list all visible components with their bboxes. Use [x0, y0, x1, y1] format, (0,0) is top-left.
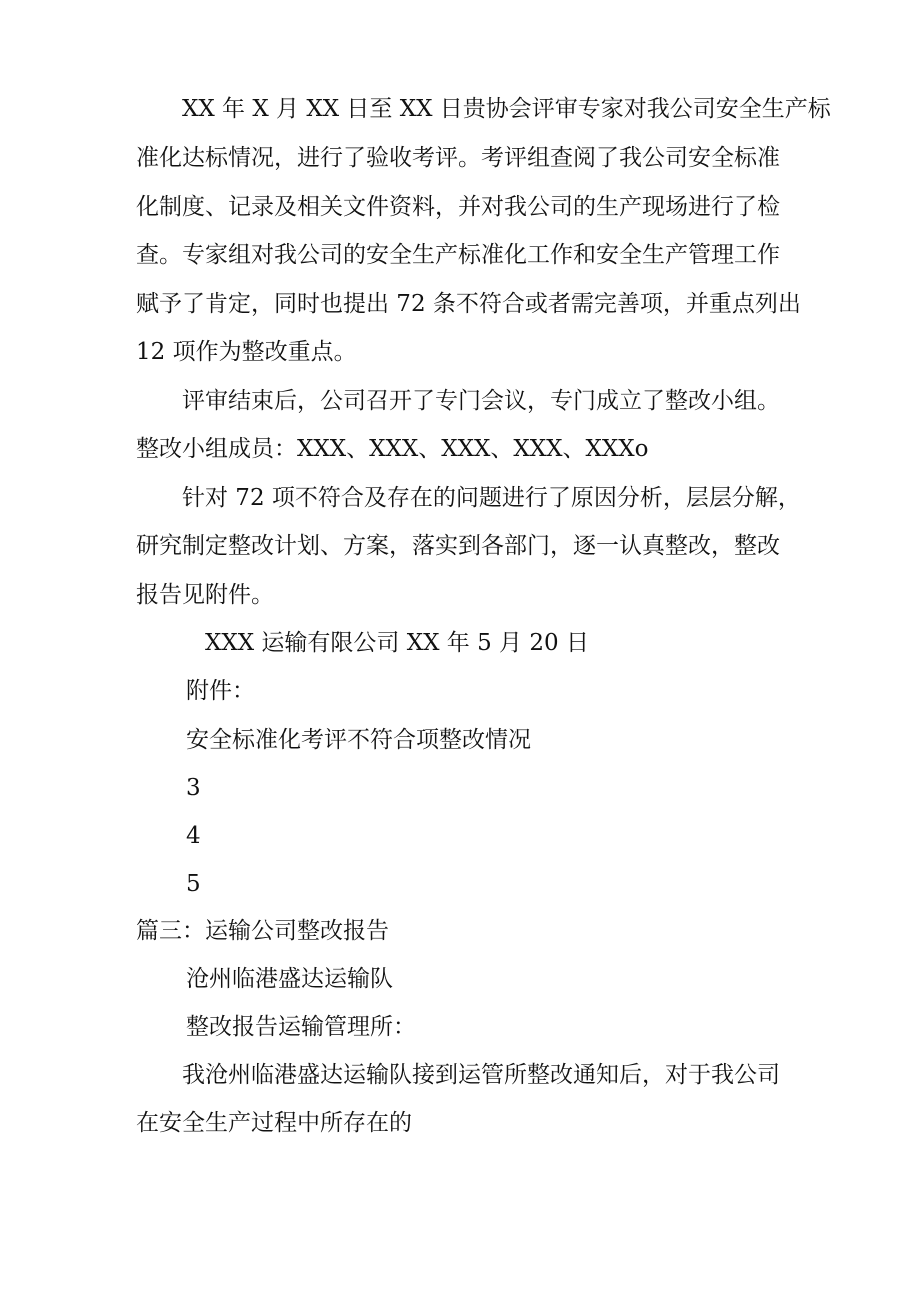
text-line: XX 年 X 月 XX 日至 XX 日贵协会评审专家对我公司安全生产标: [182, 96, 831, 122]
section-title: 篇三：运输公司整改报告: [136, 918, 389, 944]
organization-name: 沧州临港盛达运输队: [186, 966, 393, 992]
list-number: 5: [186, 871, 201, 897]
text-line: 准化达标情况，进行了验收考评。考评组查阅了我公司安全标准: [136, 145, 780, 171]
attachment-label: 附件：: [186, 678, 255, 704]
signature-line: XXX 运输有限公司 XX 年 5 月 20 日: [205, 630, 589, 656]
text-line: 评审结束后，公司召开了专门会议，专门成立了整改小组。: [182, 388, 780, 414]
attachment-title: 安全标准化考评不符合项整改情况: [186, 727, 531, 753]
text-line: 整改小组成员：XXX、XXX、XXX、XXX、XXXo: [136, 436, 649, 462]
text-line: 化制度、记录及相关文件资料，并对我公司的生产现场进行了检: [136, 194, 780, 220]
text-line: 查。专家组对我公司的安全生产标准化工作和安全生产管理工作: [136, 242, 780, 268]
recipient-line: 整改报告运输管理所：: [186, 1014, 416, 1040]
text-line: 我沧州临港盛达运输队接到运管所整改通知后，对于我公司: [182, 1062, 780, 1088]
text-line: 研究制定整改计划、方案，落实到各部门，逐一认真整改，整改: [136, 533, 780, 559]
text-line: 报告见附件。: [136, 582, 274, 608]
list-number: 4: [186, 823, 201, 849]
text-line: 赋予了肯定，同时也提出 72 条不符合或者需完善项，并重点列出: [136, 291, 801, 317]
text-line: 在安全生产过程中所存在的: [136, 1110, 412, 1136]
text-line: 针对 72 项不符合及存在的问题进行了原因分析，层层分解，: [182, 485, 801, 511]
text-line: 12 项作为整改重点。: [136, 339, 357, 365]
list-number: 3: [186, 775, 201, 801]
